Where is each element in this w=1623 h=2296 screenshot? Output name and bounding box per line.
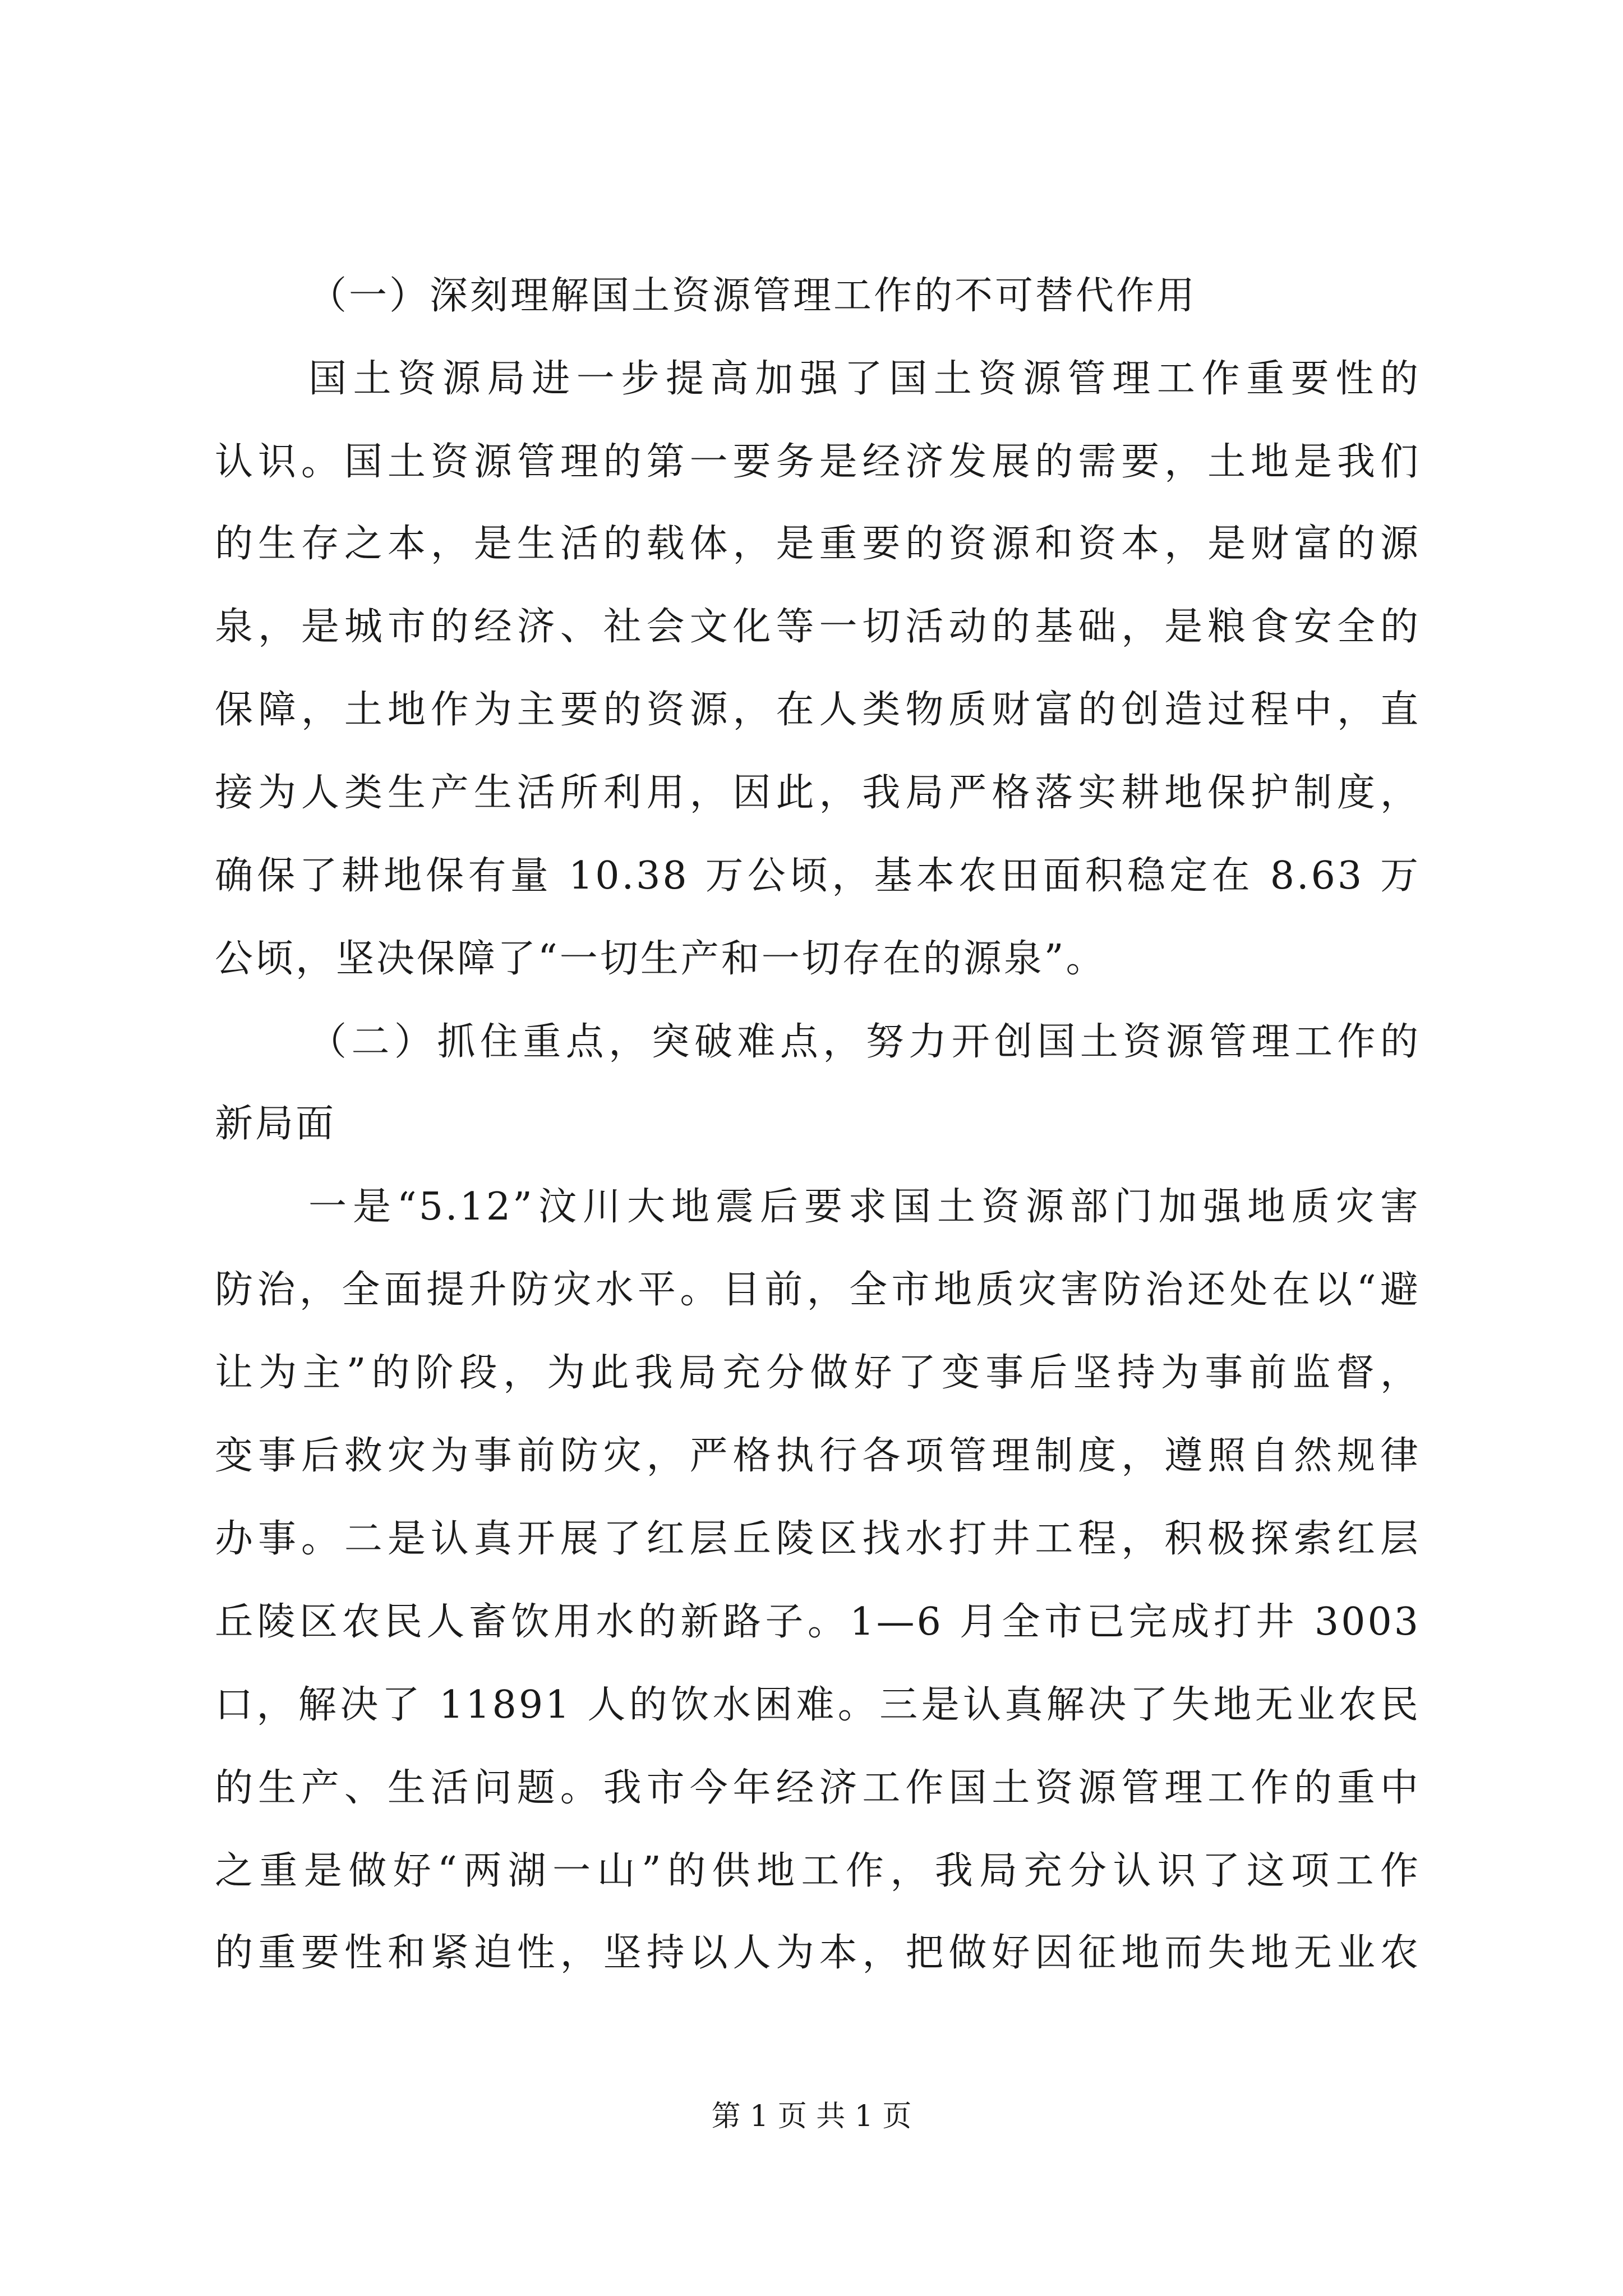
paragraph-line: 口，解决了 11891 人的饮水困难。三是认真解决了失地无业农民 (215, 1683, 1421, 1727)
paragraph-line: 接为人类生产生活所利用，因此，我局严格落实耕地保护制度， (215, 771, 1421, 815)
paragraph-line: 让为主”的阶段，为此我局充分做好了变事后坚持为事前监督， (215, 1351, 1421, 1395)
paragraph-line: 变事后救灾为事前防灾，严格执行各项管理制度，遵照自然规律 (215, 1434, 1421, 1478)
paragraph-line: 国土资源局进一步提高加强了国土资源管理工作重要性的 (308, 357, 1421, 401)
page-footer: 第 1 页 共 1 页 (711, 2100, 912, 2133)
paragraph-line: 的生存之本，是生活的载体，是重要的资源和资本，是财富的源 (215, 522, 1421, 566)
paragraph-line: 防治，全面提升防灾水平。目前，全市地质灾害防治还处在以“避 (215, 1268, 1421, 1312)
paragraph-line: 保障，土地作为主要的资源，在人类物质财富的创造过程中，直 (215, 688, 1421, 732)
paragraph-line: 的生产、生活问题。我市今年经济工作国土资源管理工作的重中 (215, 1766, 1421, 1810)
section-heading-2-continued: 新局面 (215, 1102, 336, 1146)
paragraph-line: 丘陵区农民人畜饮用水的新路子。1—6 月全市已完成打井 3003 (215, 1600, 1421, 1644)
paragraph-line: 办事。二是认真开展了红层丘陵区找水打井工程，积极探索红层 (215, 1517, 1421, 1561)
paragraph-line: 之重是做好“两湖一山”的供地工作，我局充分认识了这项工作 (215, 1849, 1421, 1893)
paragraph-line: 认识。国土资源管理的第一要务是经济发展的需要，土地是我们 (215, 440, 1421, 484)
paragraph-line: 确保了耕地保有量 10.38 万公顷，基本农田面积稳定在 8.63 万 (215, 854, 1421, 898)
paragraph-line: 公顷，坚决保障了“一切生产和一切存在的源泉”。 (215, 937, 1106, 981)
section-heading-2: （二）抓住重点，突破难点，努力开创国土资源管理工作的 (308, 1020, 1421, 1064)
section-heading-1: （一）深刻理解国土资源管理工作的不可替代作用 (308, 274, 1197, 318)
paragraph-line: 一是“5.12”汶川大地震后要求国土资源部门加强地质灾害 (308, 1185, 1421, 1229)
paragraph-line: 的重要性和紧迫性，坚持以人为本，把做好因征地而失地无业农 (215, 1931, 1421, 1975)
paragraph-line: 泉，是城市的经济、社会文化等一切活动的基础，是粮食安全的 (215, 605, 1421, 649)
